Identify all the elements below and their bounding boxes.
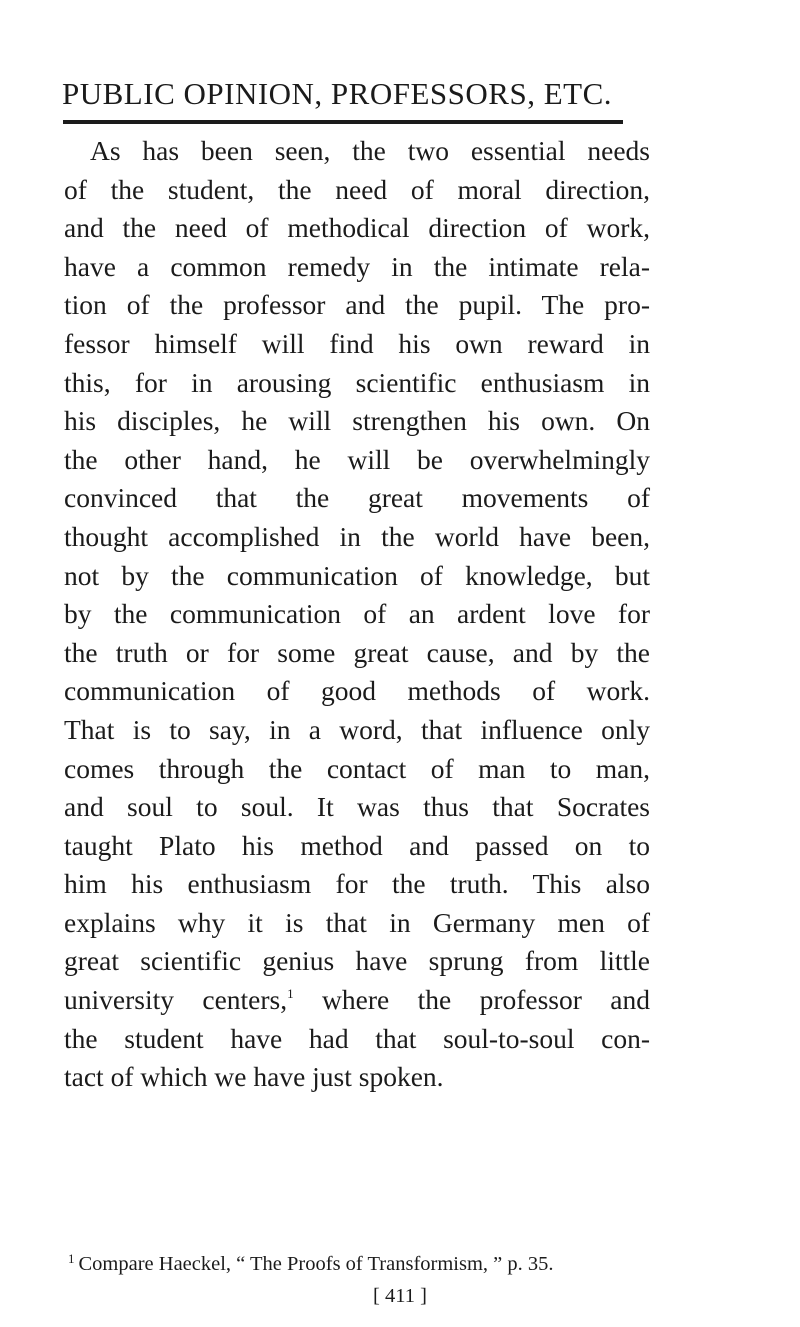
text-line: by the communication of an ardent love for — [64, 598, 650, 630]
text-line: the truth or for some great cause, and by the — [64, 636, 650, 668]
text-line: That is to say, in a word, that influence only — [64, 713, 650, 745]
text-line: not by the communication of knowledge, but — [64, 559, 650, 591]
text-line: taught Plato his method and passed on to — [64, 829, 650, 861]
text-line: fessor himself will find his own reward in — [64, 327, 650, 359]
text-line: his disciples, he will strengthen his own. On — [64, 405, 650, 437]
text-line — [64, 981, 650, 1020]
footnote-text: Compare Haeckel, “ The Proofs of Transformism, ” p. 35. — [78, 1253, 554, 1275]
text-segment: where the professor and — [293, 984, 650, 1016]
footnote-marker: 1 — [68, 1251, 75, 1266]
text-line: and the need of methodical direction of work, — [64, 212, 650, 244]
text-line: tact of which we have just spoken. — [64, 1061, 444, 1093]
text-line: him his enthusiasm for the truth. This also — [64, 868, 650, 900]
text-line: and soul to soul. It was thus that Socrates — [64, 791, 650, 823]
footnote-reference[interactable]: 1 — [287, 986, 294, 1002]
text-segment: university centers, — [64, 984, 288, 1016]
text-line: have a common remedy in the intimate rela- — [64, 250, 650, 282]
text-line: this, for in arousing scientific enthusiasm in — [64, 366, 650, 398]
text-line: great scientific genius have sprung from little — [64, 945, 650, 977]
text-line: thought accomplished in the world have been, — [64, 520, 650, 552]
text-line: As has been seen, the two essential needs — [90, 135, 650, 166]
text-line: communication of good methods of work. — [64, 675, 650, 707]
text-line: the student have had that soul-to-soul con- — [64, 1022, 650, 1054]
text-line: of the student, the need of moral direction, — [64, 173, 650, 205]
text-line: explains why it is that in Germany men of — [64, 906, 650, 938]
text-line: the other hand, he will be overwhelmingly — [64, 443, 650, 475]
body-paragraph — [64, 132, 650, 1097]
text-line: tion of the professor and the pupil. The pro- — [64, 289, 650, 321]
running-head: PUBLIC OPINION, PROFESSORS, ETC. — [62, 76, 612, 111]
text-line: convinced that the great movements of — [64, 482, 650, 514]
page-number: [ 411 ] — [373, 1285, 427, 1307]
footnote — [68, 1245, 658, 1278]
text-line: comes through the contact of man to man, — [64, 752, 650, 784]
header-rule — [63, 120, 623, 124]
